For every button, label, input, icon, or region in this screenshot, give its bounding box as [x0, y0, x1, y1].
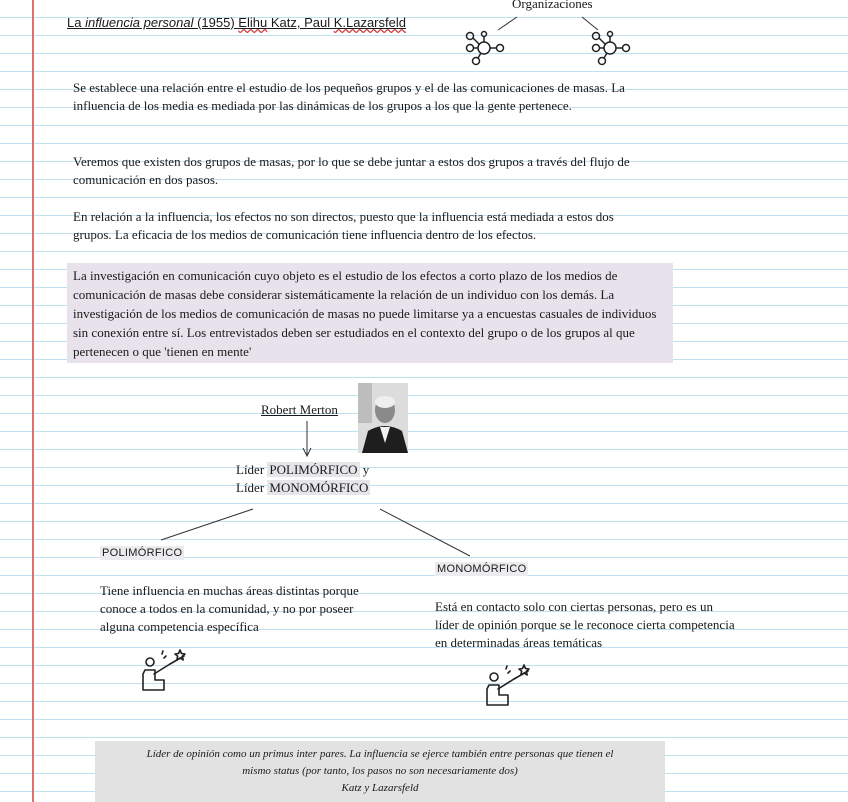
- paragraph-groups: Se establece una relación entre el estudio de los pequeños grupos y el de las comunicaciones de masas. La influencia de los media es mediada por las dinámicas de los grupos a los que la gente pertenece.: [73, 80, 625, 113]
- document-title: La influencia personal (1955) Elihu Katz, Paul K.Lazarsfeld: [67, 15, 406, 30]
- person-name: Robert Merton: [261, 402, 338, 417]
- organizations-label: Organizaciones: [512, 0, 593, 11]
- poli-description: Tiene influencia en muchas áreas distintas porque conoce a todos en la comunidad, y no por poseer alguna competencia específica: [100, 583, 359, 634]
- quote-line-1: Líder de opinión como un primus inter pares. La influencia se ejerce también entre personas que tienen el: [146, 748, 614, 760]
- leader-line-poli: Líder POLIMÓRFICO y: [236, 462, 370, 477]
- quote-text: [95, 746, 665, 797]
- paragraph-two-step-flow: Veremos que existen dos grupos de masas, por lo que se debe juntar a estos dos grupos a través del flujo de comunicación en dos pasos.: [73, 154, 630, 187]
- leader-icon: [140, 648, 190, 694]
- poli-label: POLIMÓRFICO: [102, 547, 183, 559]
- paragraph-influence: En relación a la influencia, los efectos no son directos, puesto que la influencia está mediada a estos dos grupos. La eficacia de los medios de comunicación tiene influencia dentro de los efectos.: [73, 209, 614, 242]
- leader-line-mono: Líder MONOMÓRFICO: [236, 480, 369, 495]
- highlight-text: La investigación en comunicación cuyo objeto es el estudio de los efectos a corto plazo de los medios de comunicación de masas debe considerar sistemáticamente la relación de un individuo con los demás. La investigación de los medios de comunicación de masas no puede limitarse ya a encuestas casuales de individuos sin conexión entre sí. Los entrevistados deben ser estudiados en el contexto del grupo o de los grupos al que pertenecen o que 'tienen en mente': [73, 268, 657, 359]
- leader-icon: [484, 663, 534, 709]
- mono-label: MONOMÓRFICO: [437, 563, 527, 575]
- quote-attribution: Katz y Lazarsfeld: [341, 782, 419, 794]
- quote-line-2: mismo status (por tanto, los pasos no son necesariamente dos): [242, 765, 518, 777]
- mono-description: Está en contacto solo con ciertas personas, pero es un líder de opinión porque se le reconoce cierta competencia en determinadas áreas temáticas: [435, 599, 735, 650]
